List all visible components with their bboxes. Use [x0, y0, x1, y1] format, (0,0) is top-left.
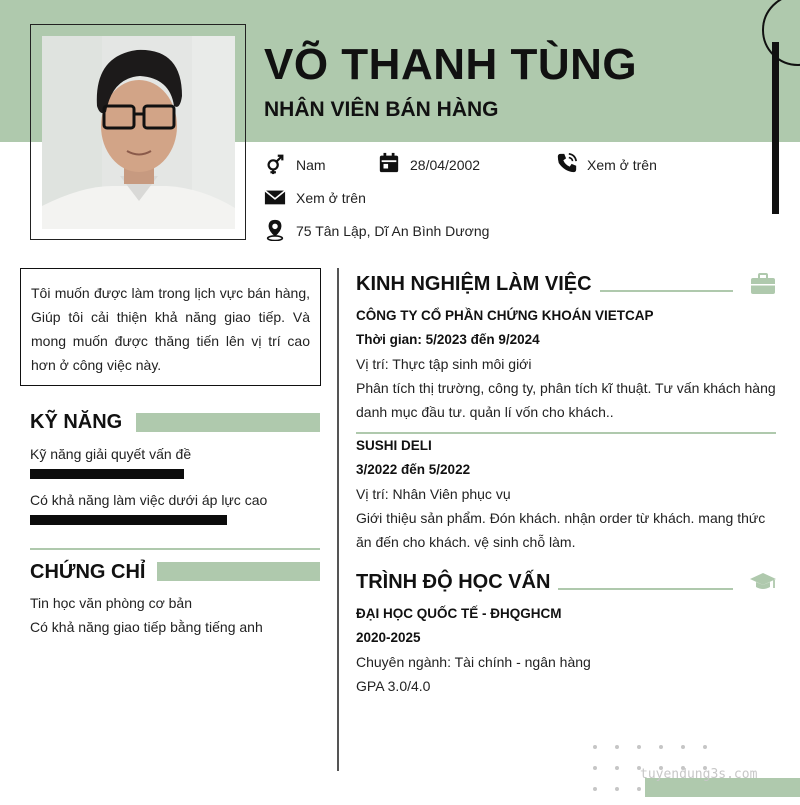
section-divider	[30, 548, 320, 550]
job-company: CÔNG TY CỔ PHẦN CHỨNG KHOÁN VIETCAP	[356, 308, 654, 323]
job-description: Phân tích thị trường, công ty, phân tích kĩ thuật. Tư vấn khách hàng danh mục đầu tư. quản lí vốn cho khách..	[356, 380, 776, 420]
gender-value: Nam	[296, 157, 326, 173]
skill-label: Có khả năng làm việc dưới áp lực cao	[30, 492, 268, 508]
certificate-item: Có khả năng giao tiếp bằng tiếng anh	[30, 619, 263, 635]
job-company: SUSHI DELI	[356, 438, 432, 453]
map-pin-icon	[264, 219, 286, 246]
skill-level-bar	[30, 515, 227, 525]
decorative-vertical-bar	[772, 42, 779, 214]
skills-heading-bar	[136, 413, 320, 432]
job-divider	[356, 432, 776, 434]
skill-level-bar	[30, 469, 184, 479]
experience-heading: KINH NGHIỆM LÀM VIỆC	[356, 273, 592, 295]
birthdate-value: 28/04/2002	[410, 157, 481, 173]
column-separator	[337, 268, 339, 771]
education-school: ĐẠI HỌC QUỐC TẾ - ĐHQGHCM	[356, 606, 562, 621]
email-value: Xem ở trên	[296, 190, 366, 206]
job-description: Giới thiệu sản phẩm. Đón khách. nhận order từ khách. mang thức ăn đến cho khách. vệ sinh chỗ làm.	[356, 510, 766, 550]
briefcase-icon	[750, 273, 776, 300]
education-heading: TRÌNH ĐỘ HỌC VẤN	[356, 571, 551, 593]
watermark: tuyendung3s.com	[640, 767, 758, 782]
job-position: Vị trí: Nhân Viên phục vụ	[356, 486, 511, 502]
certificates-heading: CHỨNG CHỈ	[30, 561, 146, 583]
calendar-icon	[378, 152, 400, 179]
job-period: 3/2022 đến 5/2022	[356, 462, 471, 477]
envelope-icon	[264, 186, 286, 213]
gender-icon	[264, 153, 286, 180]
education-gpa: GPA 3.0/4.0	[356, 678, 431, 694]
certificates-heading-bar	[157, 562, 320, 581]
education-period: 2020-2025	[356, 630, 421, 645]
candidate-name: VÕ THANH TÙNG	[264, 40, 638, 89]
job-position: Vị trí: Thực tập sinh môi giới	[356, 356, 532, 372]
education-heading-line	[558, 588, 733, 590]
skill-label: Kỹ năng giải quyết vấn đề	[30, 446, 192, 462]
education-major: Chuyên ngành: Tài chính - ngân hàng	[356, 654, 591, 670]
objective-text: Tôi muốn được làm trong lịch vực bán hàng, Giúp tôi cải thiện khả năng giao tiếp. Và mong muốn được thăng tiến lên vị trí cao hơn ở công việc này.	[31, 285, 310, 373]
profile-photo	[42, 36, 235, 229]
experience-heading-line	[600, 290, 733, 292]
phone-value: Xem ở trên	[587, 157, 657, 173]
job-period: Thời gian: 5/2023 đến 9/2024	[356, 332, 540, 347]
skills-heading: KỸ NĂNG	[30, 411, 123, 433]
certificate-item: Tin học văn phòng cơ bản	[30, 595, 192, 611]
graduation-cap-icon	[749, 571, 777, 598]
phone-icon	[556, 152, 578, 179]
job-title: NHÂN VIÊN BÁN HÀNG	[264, 98, 499, 121]
objective-box	[20, 268, 321, 386]
address-value: 75 Tân Lập, Dĩ An Bình Dương	[296, 223, 490, 239]
